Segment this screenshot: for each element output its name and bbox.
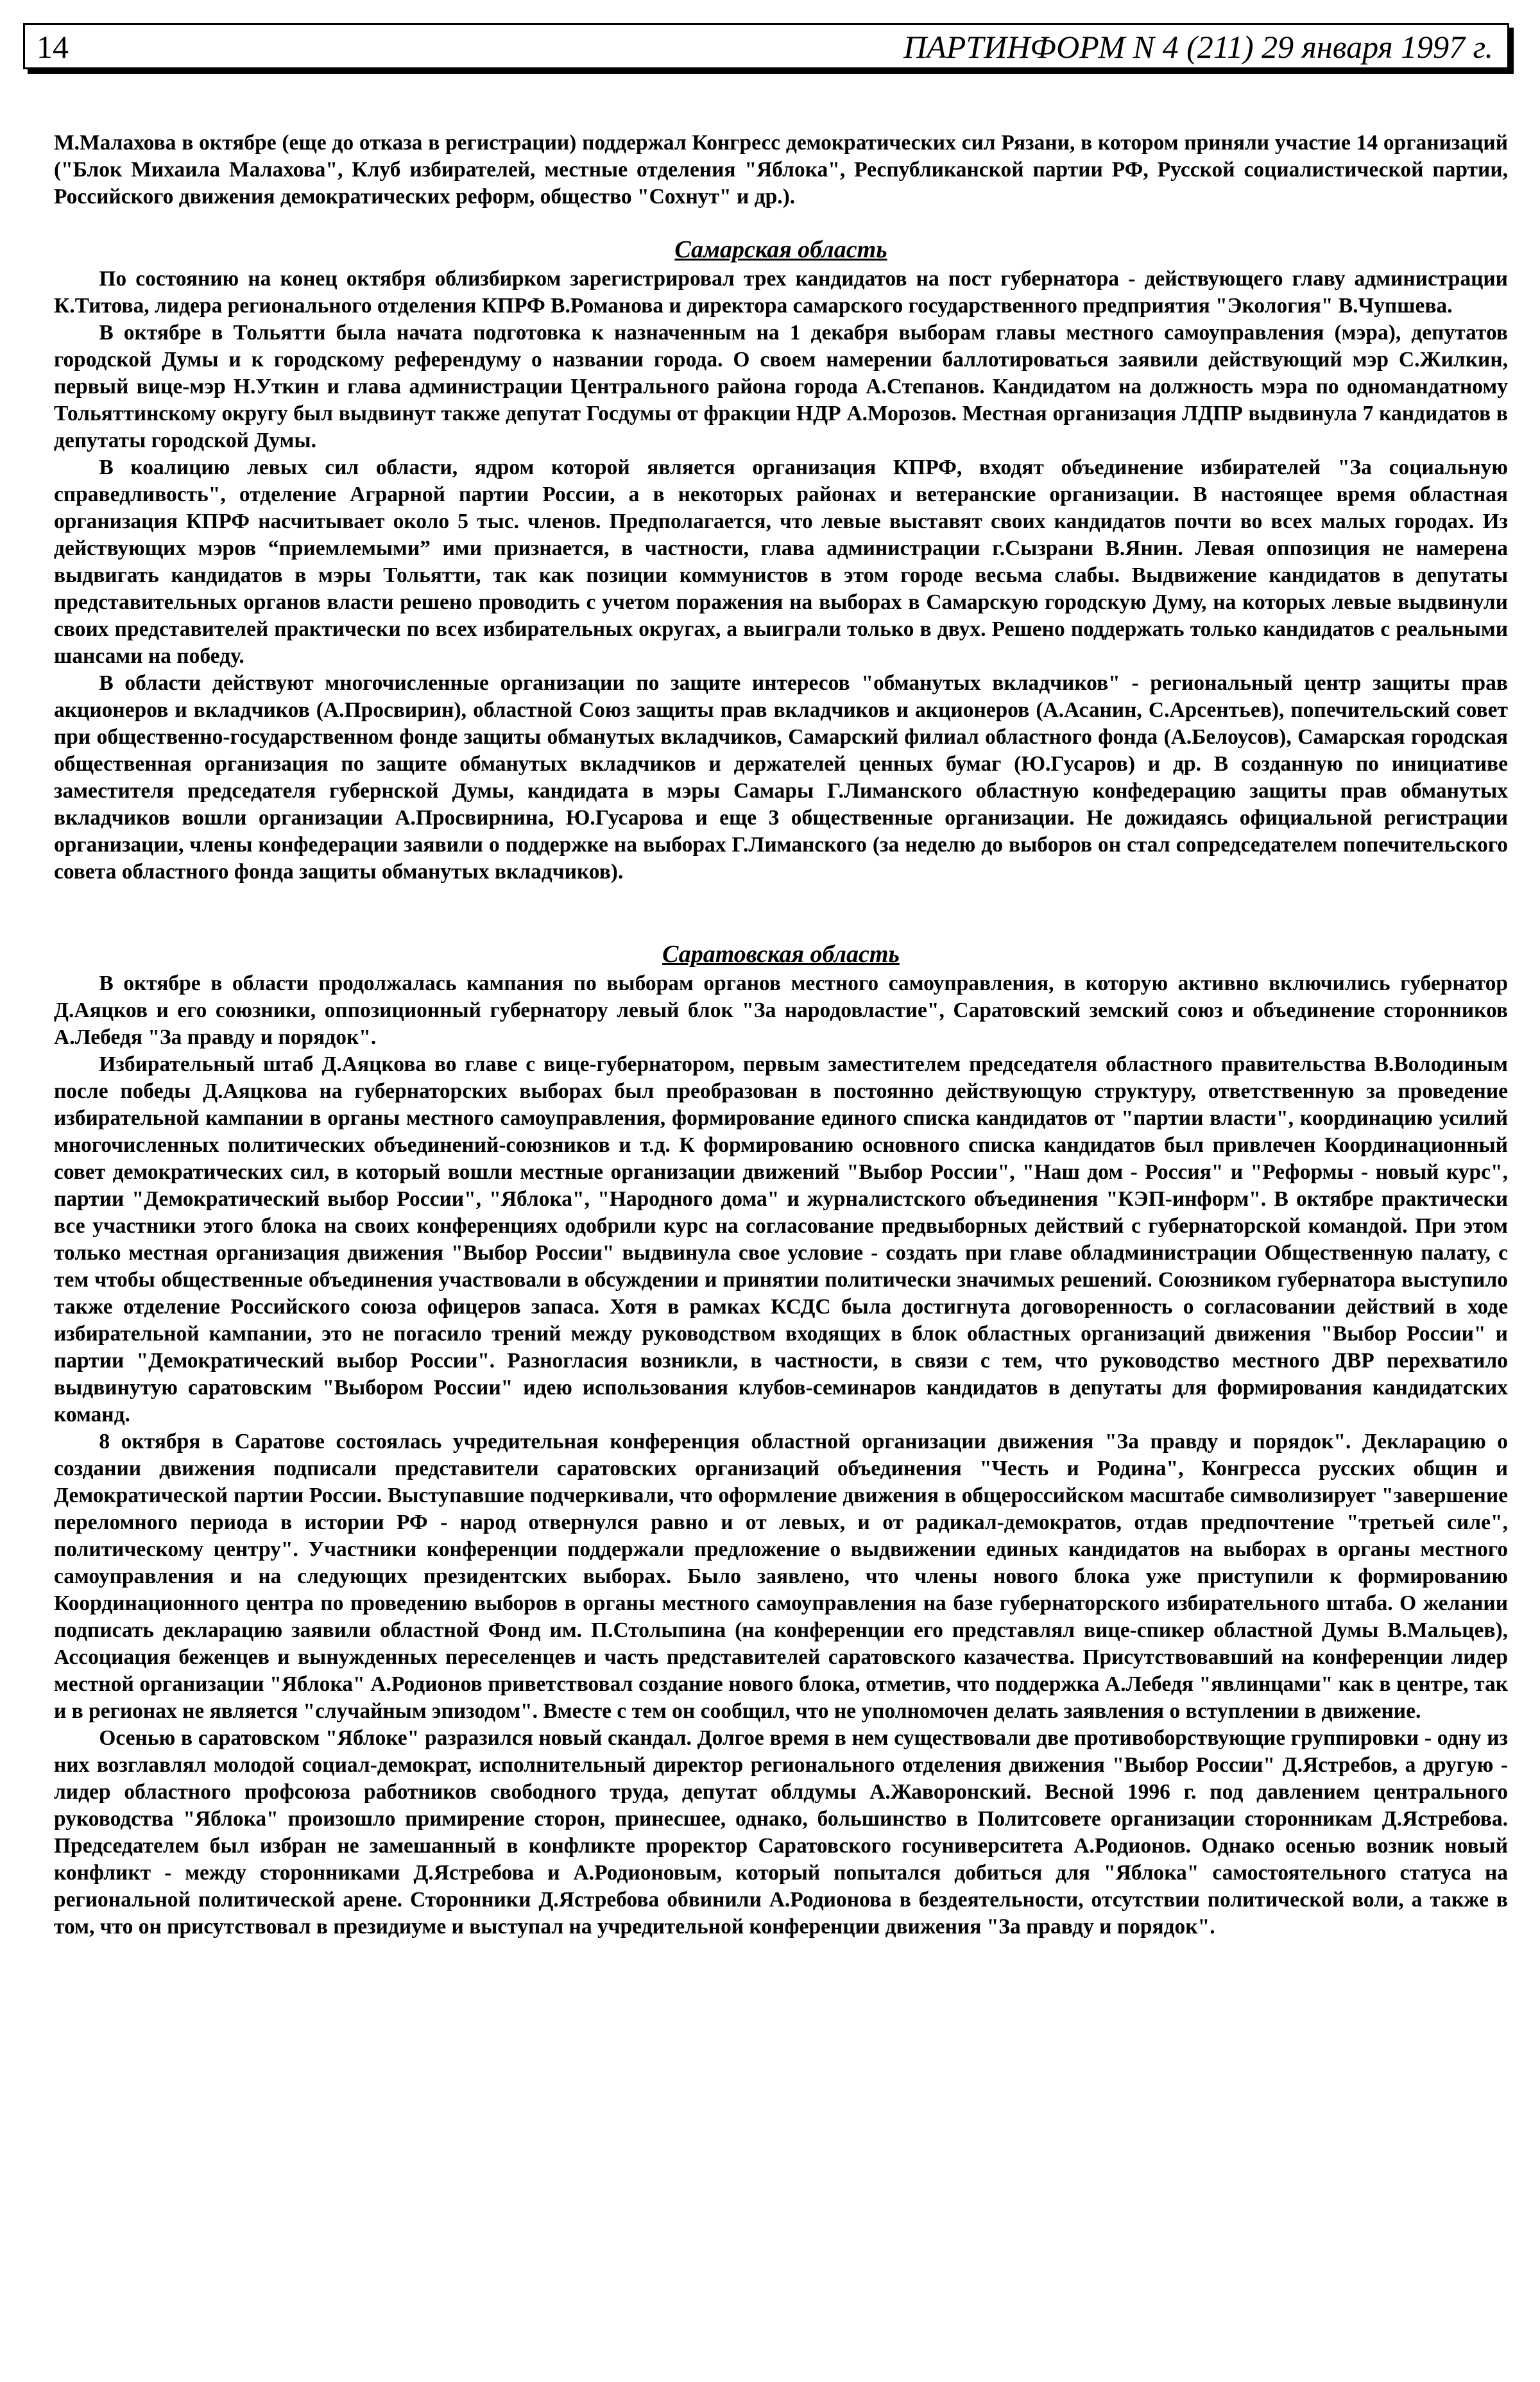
paragraph: По состоянию на конец октября облизбирком зарегистрировал трех кандидатов на пост губернатора - действующего главу администрации К.Титова, лидера регионального отделения КПРФ В.Романова и директора самарского государственного предприятия "Экология" В.Чупшева. [54,267,1508,318]
paragraph: Избирательный штаб Д.Аяцкова во главе с вице-губернатором, первым заместителем председателя областного правительства В.Володиным после победы Д.Аяцкова на губернаторских выборах был преобразован в постоянно действующую структуру, ответственную за проведение избирательной кампании в органы местного самоуправления, формирование единого списка кандидатов от "партии власти", координацию усилий многочисленных политических объединений-союзников и т.д. К формированию основного списка кандидатов был привлечен Координационный совет демократических сил, в который вошли местные организации движений "Выбор России", "Наш дом - Россия" и "Реформы - новый курс", партии "Демократический выбор России", "Яблока", "Народного дома" и журналистского объединения "КЭП-информ". В октябре практически все участники этого блока на своих конференциях одобрили курс на согласование предвыборных действий с губернаторской командой. При этом только местная организация движения "Выбор России" выдвинула свое условие - создать при главе обладминистрации Общественную палату, с тем чтобы общественные объединения участвовали в обсуждении и принятии политически значимых решений. Союзником губернатора выступило также отделение Российского союза офицеров запаса. Хотя в рамках КСДС была достигнута договоренность о согласовании действий в ходе избирательной кампании, это не погасило трений между руководством входящих в блок областных организаций движения "Выбор России" и партии "Демократический выбор России". Разногласия возникли, в частности, в связи с тем, что руководство местного ДВР перехватило выдвинутую саратовским "Выбором России" идею использования клубов-семинаров кандидатов в депутаты для формирования кандидатских команд. [54,1052,1508,1427]
paragraph: В октябре в области продолжалась кампания по выборам органов местного самоуправления, в которую активно включились губернатор Д.Аяцков и его союзники, оппозиционный губернатору левый блок "За народовластие", Саратовский земский союз и объединение сторонников А.Лебедя "За правду и порядок". [54,972,1508,1049]
lead-paragraph: М.Малахова в октябре (еще до отказа в регистрации) поддержал Конгресс демократических сил Рязани, в котором приняли участие 14 организаций ("Блок Михаила Малахова", Клуб избирателей, местные отделения "Яблока", Республиканской партии РФ, Русской социалистической партии, Российского движения демократических реформ, общество "Сохнут" и др.). [54,131,1508,209]
paragraph: В октябре в Тольятти была начата подготовка к назначенным на 1 декабря выборам главы местного самоуправления (мэра), депутатов городской Думы и к городскому референдуму о названии города. О своем намерении баллотироваться заявили действующий мэр С.Жилкин, первый вице-мэр Н.Уткин и глава администрации Центрального района города А.Степанов. Кандидатом на должность мэра по одномандатному Тольяттинскому округу был выдвинут также депутат Госдумы от фракции НДР А.Морозов. Местная организация ЛДПР выдвинула 7 кандидатов в депутаты городской Думы. [54,321,1508,452]
article-body [54,130,1508,1941]
page-number: 14 [37,29,69,65]
masthead-title: ПАРТИНФОРМ N 4 (211) 29 января 1997 г. [903,29,1493,65]
paragraph: В области действуют многочисленные организации по защите интересов "обманутых вкладчиков" - региональный центр защиты прав акционеров и вкладчиков (А.Просвирин), областной Союз защиты прав вкладчиков и акционеров (А.Асанин, С.Арсентьев), попечительский совет при общественно-государственном фонде защиты обманутых вкладчиков, Самарский филиал областного фонда (А.Белоусов), Самарская городская общественная организация по защите обманутых вкладчиков и держателей ценных бумаг (Ю.Гусаров) и др. В созданную по инициативе заместителя председателя губернской Думы, кандидата в мэры Самары Г.Лиманского областную конфедерацию защиты прав обманутых вкладчиков вошли организации А.Просвирнина, Ю.Гусарова и еще 3 общественные организации. Не дожидаясь официальной регистрации организации, члены конфедерации заявили о поддержке на выборах Г.Лиманского (за неделю до выборов он стал сопредседателем попечительского совета областного фонда защиты обманутых вкладчиков). [54,671,1508,884]
section-title-samara: Самарская область [674,236,887,263]
section-title-saratov: Саратовская область [662,941,900,968]
page-header [23,23,1509,69]
paragraph: Осенью в саратовском "Яблоке" разразился новый скандал. Долгое время в нем существовали две противоборствующие группировки - одну из них возглавлял молодой социал-демократ, исполнительный директор регионального отделения движения "Выбор России" Д.Ястребов, а другую - лидер областного профсоюза работников свободного труда, депутат облдумы А.Жаворонский. Весной 1996 г. под давлением центрального руководства "Яблока" произошло примирение сторон, принесшее, однако, большинство в Политсовете организации сторонникам Д.Ястребова. Председателем был избран не замешанный в конфликте проректор Саратовского госуниверситета А.Родионов. Однако осенью возник новый конфликт - между сторонниками Д.Ястребова и А.Родионовым, который попытался добиться для "Яблока" самостоятельного статуса на региональной политической арене. Сторонники Д.Ястребова обвинили А.Родионова в бездеятельности, отсутствии политической воли, а также в том, что он присутствовал в президиуме и выступал на учредительной конференции движения "За правду и порядок". [54,1726,1508,1939]
paragraph: В коалицию левых сил области, ядром которой является организация КПРФ, входят объединение избирателей "За социальную справедливость", отделение Аграрной партии России, а в некоторых районах и ветеранские организации. В настоящее время областная организация КПРФ насчитывает около 5 тыс. членов. Предполагается, что левые выставят своих кандидатов почти во всех малых городах. Из действующих мэров “приемлемыми” ими признается, в частности, глава администрации г.Сызрани В.Янин. Левая оппозиция не намерена выдвигать кандидатов в мэры Тольятти, так как позиции коммунистов в этом городе весьма слабы. Выдвижение кандидатов в депутаты представительных органов власти решено проводить с учетом поражения на выборах в Самарскую городскую Думу, на которых левые выдвинули своих представителей практически по всех избирательных округах, а выиграли только в двух. Решено поддержать только кандидатов с реальными шансами на победу. [54,456,1508,668]
paragraph: 8 октября в Саратове состоялась учредительная конференция областной организации движения "За правду и порядок". Декларацию о создании движения подписали представители саратовских организаций объединения "Честь и Родина", Конгресса русских общин и Демократической партии России. Выступавшие подчеркивали, что оформление движения в общероссийском масштабе символизирует "завершение переломного периода в истории РФ - народ отвернулся равно и от левых, и от радикал-демократов, отдав предпочтение "третьей силе", политическому центру". Участники конференции поддержали предложение о выдвижении единых кандидатов на выборах в органы местного самоуправления и на следующих президентских выборах. Было заявлено, что члены нового блока уже приступили к формированию Координационного центра по проведению выборов в органы местного самоуправления на базе губернаторского избирательного штаба. О желании подписать декларацию заявили областной Фонд им. П.Столыпина (на конференции его представлял вице-спикер областной Думы В.Мальцев), Ассоциация беженцев и вынужденных переселенцев и часть представителей саратовского казачества. Присутствовавший на конференции лидер местной организации "Яблока" А.Родионов приветствовал создание нового блока, отметив, что поддержка А.Лебедя "явлинцами" как в центре, так и в регионах не является "случайным эпизодом". Вместе с тем он сообщил, что не уполномочен делать заявления о вступлении в движение. [54,1430,1508,1723]
